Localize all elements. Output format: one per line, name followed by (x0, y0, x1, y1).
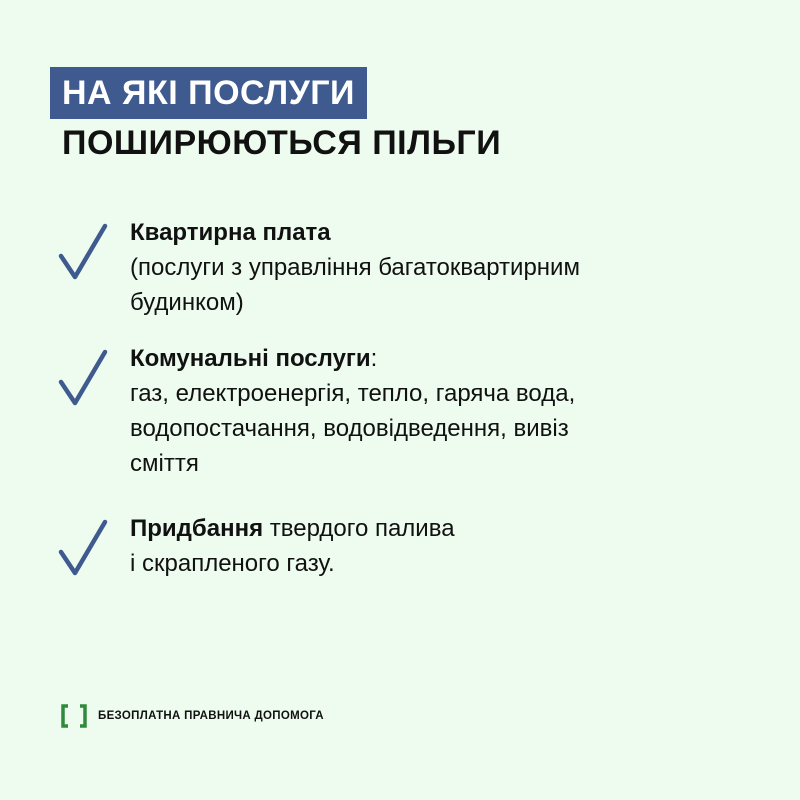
item-heading: Комунальні послуги: (130, 345, 378, 372)
item-text-line: будинком) (130, 289, 244, 316)
title-highlighted: НА ЯКІ ПОСЛУГИ (50, 67, 367, 119)
checkmark-icon (55, 222, 111, 284)
item-heading: Квартирна плата (130, 219, 331, 246)
checkmark-icon (55, 518, 111, 580)
item-text-line: (послуги з управління багатоквартирним (130, 254, 580, 281)
list-item-utilities (130, 341, 730, 481)
list-item-fuel-purchase (130, 511, 730, 581)
item-text-line: і скрапленого газу. (130, 550, 335, 577)
footer-branding (60, 704, 324, 728)
item-text-line: сміття (130, 450, 199, 477)
item-text-line: газ, електроенергія, тепло, гаряча вода, (130, 380, 576, 407)
brackets-logo-icon (60, 704, 88, 728)
checkmark-icon (55, 348, 111, 410)
title-main: ПОШИРЮЮТЬСЯ ПІЛЬГИ (62, 124, 502, 162)
organization-name: БЕЗОПЛАТНА ПРАВНИЧА ДОПОМОГА (98, 710, 324, 722)
item-heading: Придбання твердого палива (130, 515, 455, 542)
list-item-apartment-fee (130, 215, 730, 320)
item-text-line: водопостачання, водовідведення, вивіз (130, 415, 569, 442)
